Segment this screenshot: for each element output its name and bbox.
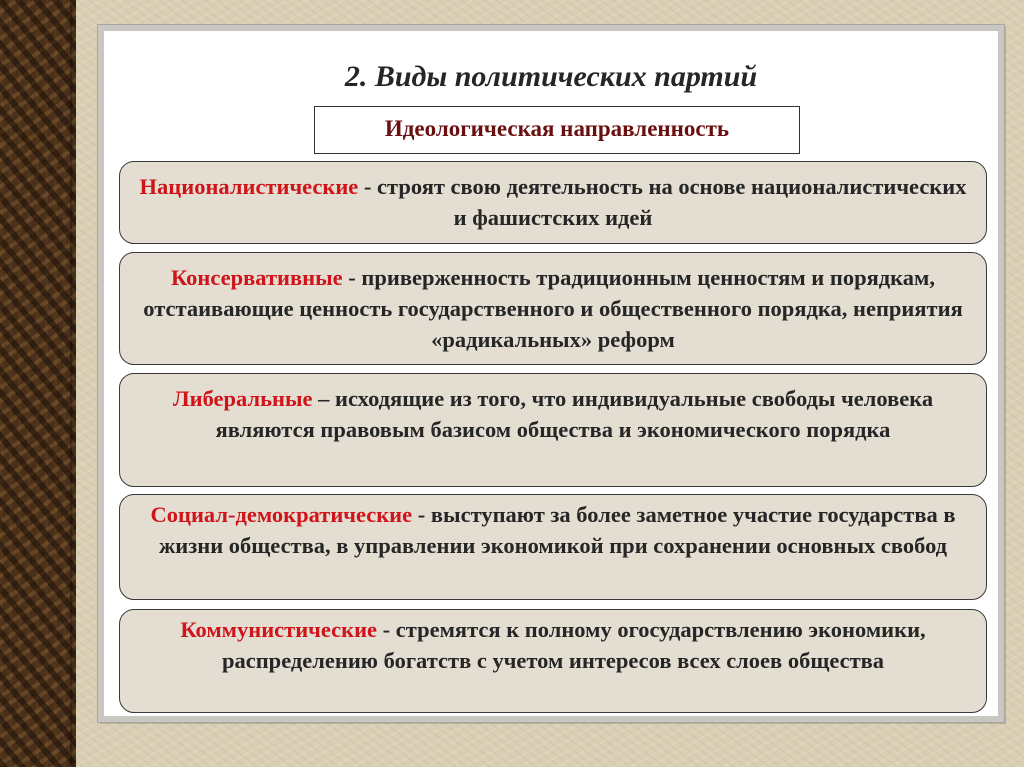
party-type-conservative	[119, 252, 987, 365]
party-term: Коммунистические	[180, 617, 378, 642]
party-term: Социал-демократические	[150, 502, 413, 527]
party-description: - выступают за более заметное участие государства в жизни общества, в управлении экономикой при сохранении основных свобод	[158, 502, 956, 558]
party-description: - строят свою деятельность на основе националистических и фашистских идей	[358, 174, 967, 230]
wooden-side-strip	[0, 0, 76, 767]
subtitle-box	[314, 106, 800, 154]
party-term: Националистические	[139, 174, 359, 199]
party-type-communist	[119, 609, 987, 713]
party-description: - приверженность традиционным ценностям и порядкам, отстаивающие ценность государственного и общественного порядка, неприятия «радикальных» реформ	[143, 265, 963, 352]
party-term: Либеральные	[172, 386, 313, 411]
party-type-social-democratic	[119, 494, 987, 600]
slide-title: 2. Виды политических партий	[344, 60, 758, 93]
party-type-liberal	[119, 373, 987, 487]
party-description: – исходящие из того, что индивидуальные свободы человека являются правовым базисом общества и экономического порядка	[215, 386, 934, 442]
party-type-nationalist	[119, 161, 987, 244]
subtitle-text: Идеологическая направленность	[384, 116, 730, 141]
party-term: Консервативные	[170, 265, 343, 290]
slide-panel	[98, 25, 1004, 722]
party-description: - стремятся к полному огосударствлению экономики, распределению богатств с учетом интересов всех слоев общества	[221, 617, 926, 673]
